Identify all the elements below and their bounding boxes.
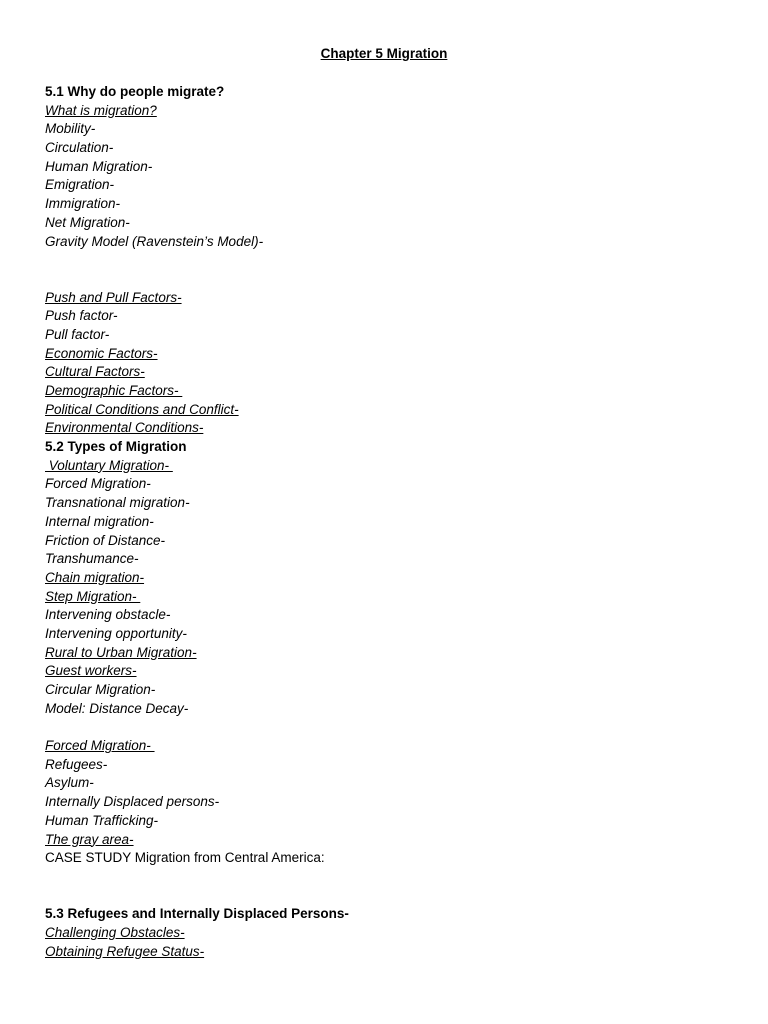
term-line: Transhumance- [45, 551, 139, 567]
blank-line [45, 270, 735, 289]
subheading-term: Cultural Factors- [45, 364, 145, 380]
blank-line [45, 887, 735, 906]
subheading-term: Economic Factors- [45, 345, 158, 361]
term-line: Transnational migration- [45, 495, 190, 511]
term-line: Forced Migration- [45, 476, 151, 492]
term-line: Circular Migration- [45, 682, 156, 697]
subheading-term: Step Migration- [45, 588, 141, 604]
subheading-term: Political Conditions and Conflict- [45, 401, 239, 417]
subheading-term: What is migration? [45, 102, 157, 118]
section-heading: 5.2 Types of Migration [45, 439, 187, 455]
term-line: Human Migration- [45, 158, 153, 174]
term-line: Refugees- [45, 756, 108, 772]
subheading-term: Forced Migration- [45, 738, 155, 754]
subheading-term: Demographic Factors- [45, 383, 183, 398]
term-line: Emigration- [45, 177, 115, 193]
subheading-term: Environmental Conditions- [45, 420, 204, 436]
section-heading: 5.3 Refugees and Internally Displaced Persons- [45, 906, 349, 922]
subheading-term: Chain migration- [45, 569, 145, 585]
term-line: Push factor- [45, 308, 118, 324]
term-line: Asylum- [45, 775, 94, 791]
subheading-term: Rural to Urban Migration- [45, 644, 197, 660]
case-study-line: CASE STUDY Migration from Central America: [45, 850, 325, 866]
term-line: Human Trafficking- [45, 812, 159, 828]
document-title: Chapter 5 Migration [320, 46, 448, 61]
term-line: Model: Distance Decay- [45, 700, 189, 716]
subheading-term: Voluntary Migration- [45, 457, 173, 473]
subheading-term: Obtaining Refugee Status- [45, 943, 205, 959]
term-line: Internally Displaced persons- [45, 794, 220, 810]
term-line: Internal migration- [45, 513, 154, 529]
term-line: Intervening opportunity- [45, 625, 187, 641]
blank-line [45, 868, 735, 887]
document-body [45, 83, 735, 961]
term-line: Circulation- [45, 140, 114, 156]
term-line: Friction of Distance- [45, 532, 166, 548]
blank-line [45, 251, 735, 270]
subheading-term: Challenging Obstacles- [45, 924, 185, 940]
term-line: Gravity Model (Ravenstein’s Model)- [45, 233, 264, 249]
term-line: Mobility- [45, 121, 96, 137]
blank-line [45, 718, 735, 737]
subheading-term: Push and Pull Factors- [45, 289, 182, 305]
term-line: Intervening obstacle- [45, 607, 171, 623]
term-line: Net Migration- [45, 214, 130, 230]
subheading-term: Guest workers- [45, 663, 137, 679]
term-line: Pull factor- [45, 326, 110, 342]
section-heading: 5.1 Why do people migrate? [45, 84, 225, 99]
subheading-term: The gray area- [45, 831, 134, 847]
term-line: Immigration- [45, 196, 121, 212]
